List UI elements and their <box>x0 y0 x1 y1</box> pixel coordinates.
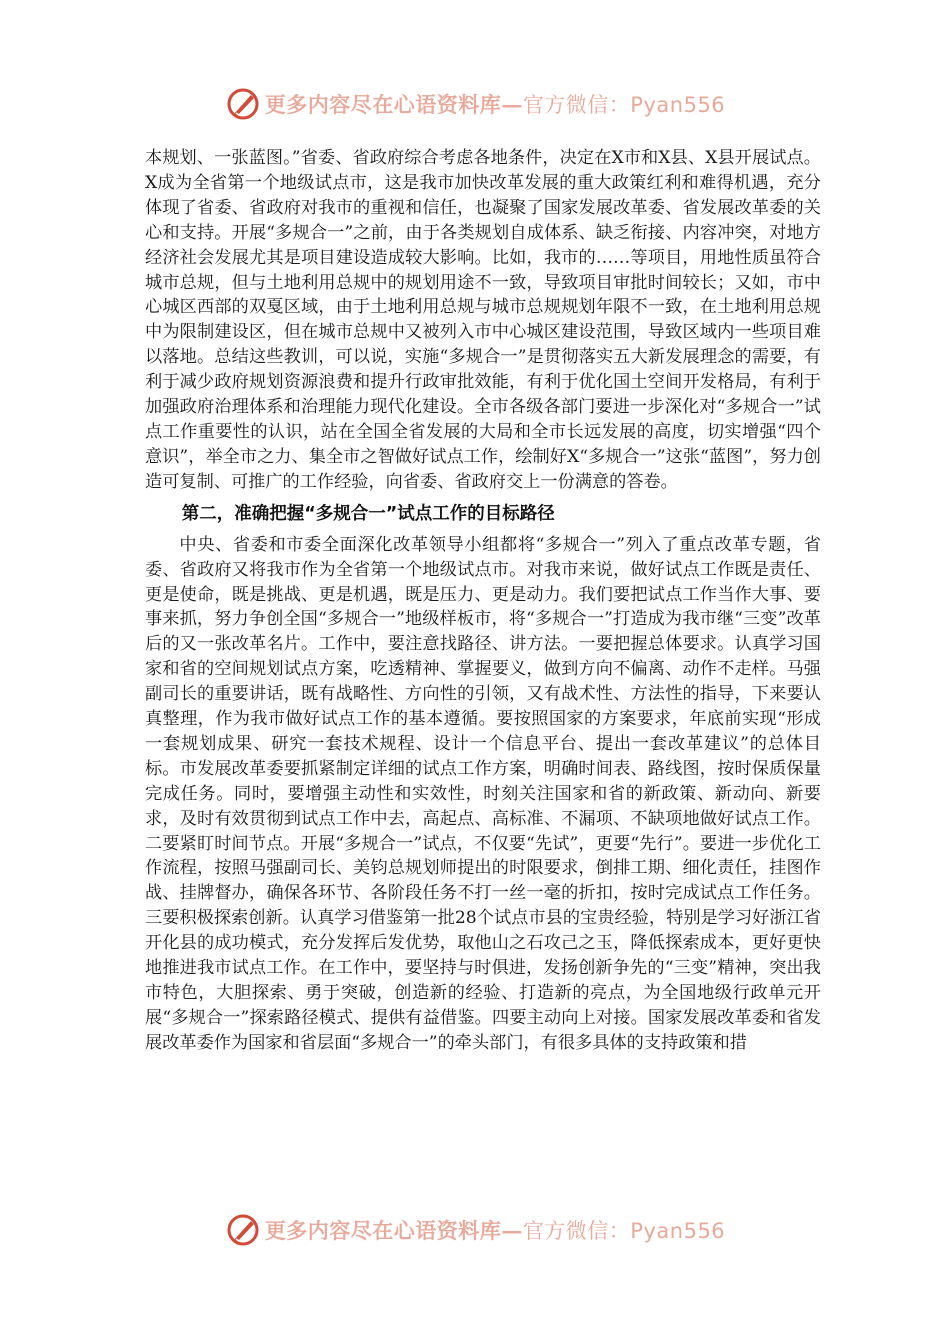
header-banner <box>0 84 950 124</box>
section-heading-2: 第二，准确把握“多规合一”试点工作的目标路径 <box>181 503 555 524</box>
pen-quill-logo-icon <box>225 1212 261 1248</box>
footer-banner <box>0 1210 950 1250</box>
banner-wechat: 官方微信：Pyan556 <box>522 1219 726 1243</box>
paragraph-2: 中央、省委和市委全面深化改革领导小组都将“多规合一”列入了重点改革专题，省委、省政府又将我市作为全省第一个地级试点市。对我市来说，做好试点工作既是责任、更是使命，既是挑战、更是机遇，既是压力、更是动力。我们要把试点工作当作大事、要事来抓，努力争创全国“多规合一”地级样板市，将“多规合一”打造成为我市继“三变”改革后的又一张改革名片。工作中，要注意找路径、讲方法。一要把握总体要求。认真学习国家和省的空间规划试点方案，吃透精神、掌握要义，做到方向不偏离、动作不走样。马强副司长的重要讲话，既有战略性、方向性的引领，又有战术性、方法性的指导，下来要认真整理，作为我市做好试点工作的基本遵循。要按照国家的方案要求，年底前实现“形成一套规划成果、研究一套技术规程、设计一个信息平台、提出一套改革建议”的总体目标。市发展改革委要抓紧制定详细的试点工作方案，明确时间表、路线图，按时保质保量完成任务。同时，要增强主动性和实效性，时刻关注国家和省的新政策、新动向、新要求，及时有效贯彻到试点工作中去，高起点、高标准、不漏项、不缺项地做好试点工作。二要紧盯时间节点。开展“多规合一”试点，不仅要“先试”，更要“先行”。要进一步优化工作流程，按照马强副司长、美钧总规划师提出的时限要求，倒排工期、细化责任，挂图作战、挂牌督办，确保各环节、各阶段任务不打一丝一毫的折扣，按时完成试点工作任务。三要积极探索创新。认真学习借鉴第一批28个试点市县的宝贵经验，特别是学习好浙江省开化县的成功模式，充分发挥后发优势，取他山之石攻己之玉，降低探索成本，更好更快地推进我市试点工作。在工作中，要坚持与时俱进，发扬创新争先的“三变”精神，突出我市特色，大胆探索、勇于突破，创造新的经验、打造新的亮点，为全国地级行政单元开展“多规合一”探索路径模式、提供有益借鉴。四要主动向上对接。国家发展改革委和省发展改革委作为国家和省层面“多规合一”的牵头部门，有很多具体的支持政策和措 <box>145 534 821 1053</box>
banner-title: 更多内容尽在心语资料库 <box>264 92 502 117</box>
pen-quill-logo-icon <box>225 86 261 122</box>
banner-wechat: 官方微信：Pyan556 <box>522 93 726 117</box>
banner-text <box>265 1215 725 1245</box>
document-body <box>145 146 821 1056</box>
banner-separator: — <box>501 92 523 117</box>
paragraph-1: 本规划、一张蓝图。”省委、省政府综合考虑各地条件，决定在X市和X县、X县开展试点。X成为全省第一个地级试点市，这是我市加快改革发展的重大政策红利和难得机遇，充分体现了省委、省政府对我市的重视和信任，也凝聚了国家发展改革委、省发展改革委的关心和支持。开展“多规合一”之前，由于各类规划自成体系、缺乏衔接、内容冲突，对地方经济社会发展尤其是项目建设造成较大影响。比如，我市的……等项目，用地性质虽符合城市总规，但与土地利用总规中的规划用途不一致，导致项目审批时间较长；又如，市中心城区西部的双戛区域，由于土地利用总规与城市总规规划年限不一致，在土地利用总规中为限制建设区，但在城市总规中又被列入市中心城区建设范围，导致区域内一些项目难以落地。总结这些教训，可以说，实施“多规合一”是贯彻落实五大新发展理念的需要，有利于减少政府规划资源浪费和提升行政审批效能，有利于优化国土空间开发格局，有利于加强政府治理体系和治理能力现代化建设。全市各级各部门要进一步深化对“多规合一”试点工作重要性的认识，站在全国全省发展的大局和全市长远发展的高度，切实增强“四个意识”，举全市之力、集全市之智做好试点工作，绘制好X“多规合一”这张“蓝图”，努力创造可复制、可推广的工作经验，向省委、省政府交上一份满意的答卷。 <box>145 148 821 492</box>
banner-text <box>265 89 725 119</box>
banner-separator: — <box>501 1218 523 1243</box>
banner-title: 更多内容尽在心语资料库 <box>264 1218 502 1243</box>
